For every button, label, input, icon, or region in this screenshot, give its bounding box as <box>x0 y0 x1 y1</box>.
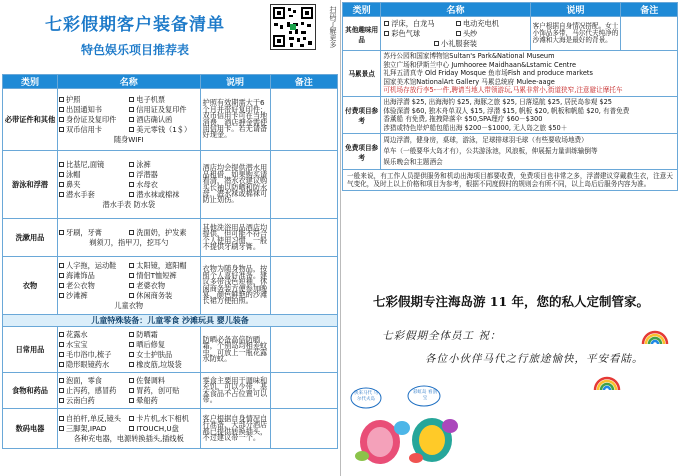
checkbox-icon <box>59 426 64 431</box>
table-row <box>343 170 678 191</box>
paid-item: 香薰船 有免费, 拖拽降落伞 $50,SPA理疗 $60－$300 <box>383 115 543 124</box>
table-row <box>3 219 338 257</box>
checkbox-icon <box>59 117 64 122</box>
list-item[interactable]: 各种充电器，电源转换插头,插线板 <box>73 434 184 443</box>
list-item[interactable]: 双币信用卡 <box>59 125 128 134</box>
checkbox-icon <box>59 162 64 167</box>
speech-bubble-left: 快来马代 马尔代夫岛 <box>354 391 378 402</box>
category-cell: 免费项目参考 <box>343 134 381 170</box>
list-item[interactable]: 酒店确认函 <box>129 115 198 124</box>
list-item[interactable]: 隐形眼镜药水 <box>59 360 128 369</box>
list-item[interactable]: 电子机票 <box>129 95 198 104</box>
category-cell: 衣物 <box>3 257 58 315</box>
category-cell: 马累景点 <box>343 51 381 97</box>
free-item: 单车（一般要华大岛才有），公共游泳池，风浪板，伸展振力量训练输倒等 <box>383 147 598 156</box>
qr-code-icon <box>270 4 316 50</box>
list-item[interactable]: 情侣T恤短裤 <box>129 271 198 280</box>
list-item[interactable]: 剃须刀，指甲刀，挖耳勺 <box>89 238 169 247</box>
list-item[interactable]: 沙滩裤 <box>59 291 128 300</box>
checkbox-icon <box>59 263 64 268</box>
greeting-line-2: 各位小伙伴马代之行旅途愉快，平安看陆。 <box>425 353 644 365</box>
checkbox-icon <box>59 293 64 298</box>
header <box>4 6 266 72</box>
checkbox-icon <box>129 293 134 298</box>
list-item[interactable]: 彩色气球 <box>384 29 455 38</box>
checkbox-icon <box>384 31 389 36</box>
checkbox-icon <box>129 107 134 112</box>
checkbox-icon <box>129 398 134 403</box>
list-item[interactable]: 浮潜器 <box>129 170 198 179</box>
col-category: 类别 <box>3 75 58 89</box>
list-item[interactable]: 小礼服套装 <box>384 39 526 48</box>
list-item[interactable]: ITOUCH,U盘 <box>129 424 198 433</box>
col-name: 名称 <box>58 75 201 89</box>
checkbox-icon <box>129 273 134 278</box>
list-item[interactable]: 泳裤 <box>129 160 198 169</box>
table-row <box>343 17 678 51</box>
list-item[interactable]: 潜水手套 <box>59 190 128 199</box>
checkbox-icon <box>59 362 64 367</box>
description-cell: 防晒必备高倍防晒霜，个别岛均相差蚊虫，可放上一瓶花露水防蚊。 <box>200 327 270 373</box>
category-cell: 食物和药品 <box>3 373 58 409</box>
note-cell <box>270 89 338 151</box>
list-item[interactable]: 头纱 <box>456 29 527 38</box>
table-row <box>3 89 338 151</box>
checkbox-icon <box>59 332 64 337</box>
list-item[interactable]: 电动充电机 <box>456 19 527 28</box>
checkbox-icon <box>59 107 64 112</box>
category-cell: 必带证件和其他 <box>3 89 58 151</box>
footnote-paragraph: 一般来说，有工作人员提供服务和机动出海项目都要收费，免费项目也非常之多，浮潜建议穿戴救生衣，注意天气变化，及时上以上价格和项目为参考，根据不同度假村的规则会有所不同，以上岛后后服务内容为准。 <box>343 170 678 191</box>
checkbox-icon <box>59 352 64 357</box>
list-item[interactable]: 晕船药 <box>129 396 198 405</box>
checkbox-icon <box>129 263 134 268</box>
col-description: 说明 <box>530 3 621 17</box>
attraction-item: 国家美术馆NationalArt Gallery 马累总统府 Mulee-aage <box>383 77 555 86</box>
checkbox-icon <box>129 172 134 177</box>
category-cell: 日常用品 <box>3 327 58 373</box>
checkbox-icon <box>129 416 134 421</box>
turtle-mascots <box>350 384 470 472</box>
list-item[interactable]: 洗面奶，护发素 <box>129 228 198 237</box>
checkbox-icon <box>59 273 64 278</box>
list-item[interactable]: 身份证及复印件 <box>59 115 128 124</box>
left-checklist-table <box>2 74 338 449</box>
description-cell: 衣物为随身物品，按照个人喜好准备。建议多带浅色短袖，休闲商务装方便参加晚宴，颜色鲜艳的沙滩长裙方便拍照。 <box>200 257 270 315</box>
checkbox-icon <box>59 97 64 102</box>
checkbox-icon <box>59 230 64 235</box>
checkbox-icon <box>59 398 64 403</box>
paid-item: 体验深潜 $60, 独木舟单双人 $15, 浮潜 $15, 帆板 $20, 帆板和帆船 $20, 有普免费 <box>383 106 630 115</box>
note-cell <box>270 257 338 315</box>
table-row <box>343 134 678 170</box>
note-cell <box>270 409 338 449</box>
list-item[interactable]: 花露水 <box>59 330 128 339</box>
list-item[interactable]: 浮床，白龙马 <box>384 19 455 28</box>
category-cell: 游泳和浮潜 <box>3 151 58 219</box>
list-item[interactable]: 毛巾浴巾,梳子 <box>59 350 128 359</box>
table-row <box>3 151 338 219</box>
list-item[interactable]: 水母衣 <box>129 180 198 189</box>
note-cell <box>270 373 338 409</box>
checkbox-icon <box>129 117 134 122</box>
list-item[interactable]: 牙刷，牙膏 <box>59 228 128 237</box>
list-item[interactable]: 佐餐调料 <box>129 376 198 385</box>
list-item[interactable]: 女士护肤品 <box>129 350 198 359</box>
list-item[interactable]: 人字拖，运动鞋 <box>59 261 128 270</box>
list-item[interactable]: 泡面，零食 <box>59 376 128 385</box>
list-item[interactable]: 水宝宝 <box>59 340 128 349</box>
list-item[interactable]: 护照 <box>59 95 128 104</box>
list-item[interactable]: 防晒霜 <box>129 330 198 339</box>
category-cell: 数码电器 <box>3 409 58 449</box>
checkbox-icon <box>129 97 134 102</box>
table-row <box>3 373 338 409</box>
kids-equipment-row <box>3 315 338 327</box>
list-item[interactable]: 儿童衣物 <box>114 301 144 310</box>
list-item[interactable]: 出国通知书 <box>59 105 128 114</box>
note-cell <box>270 151 338 219</box>
col-description: 说明 <box>200 75 270 89</box>
list-item[interactable]: 休闲商务装 <box>129 291 198 300</box>
checkbox-icon <box>129 283 134 288</box>
checkbox-icon <box>456 21 461 26</box>
table-row <box>3 257 338 315</box>
checkbox-icon <box>59 283 64 288</box>
page-title: 七彩假期客户装备清单 <box>45 15 225 35</box>
checkbox-icon <box>129 332 134 337</box>
description-cell: 客户根据自身情况自行准备，大部分酒店都已提供转换插头，不过建议带一个。 <box>200 409 270 449</box>
paid-item: 涉猎或特色岸炉船包船出海 $200－$1000, 无人岛之旅 $50＋ <box>383 123 568 132</box>
left-table-header <box>3 75 338 89</box>
qr-caption: 扫码了解更多 <box>329 6 337 48</box>
list-item[interactable]: 鼻夹 <box>59 180 128 189</box>
checkbox-icon <box>129 378 134 383</box>
checkbox-icon <box>59 192 64 197</box>
page-subtitle: 特色娱乐项目推荐表 <box>80 43 189 57</box>
list-item[interactable]: 三脚架,IPAD <box>59 424 128 433</box>
list-item[interactable]: 橡皮筋,垃圾袋 <box>129 360 198 369</box>
checkbox-icon <box>129 352 134 357</box>
company-slogan: 七彩假期专注海岛游 11 年，您的私人定制管家。 <box>372 294 650 309</box>
list-item[interactable]: 比基尼,面镜 <box>59 160 128 169</box>
checkbox-icon <box>129 388 134 393</box>
note-cell <box>270 327 338 373</box>
list-item[interactable]: 晒后修复 <box>129 340 198 349</box>
checkbox-icon <box>59 378 64 383</box>
right-activities-table <box>342 2 678 191</box>
checkbox-icon <box>59 127 64 132</box>
col-name: 名称 <box>381 3 530 17</box>
checkbox-icon <box>129 342 134 347</box>
list-item[interactable]: 云南白药 <box>59 396 128 405</box>
description-cell: 零食主要用于调味和充饥，可以少带，基本食品不占位置可以带。 <box>200 373 270 409</box>
list-item[interactable]: 潜水袜或棉袜 <box>129 190 198 199</box>
checkbox-icon <box>456 31 461 36</box>
note-cell <box>270 219 338 257</box>
kids-equipment-label: 儿童特殊装备：儿童零食 沙滩玩具 婴儿装备 <box>3 315 338 327</box>
attraction-tip: 可机场存放行李5-一件,聘请当地人带领游玩,马累非常小,街道狭窄,注意避让摩托车 <box>383 86 623 95</box>
description-cell: 客户根据自身情况搭配。女士小饰品多带，马尔代夫纯净的沙滩和大海是最好的背景。 <box>530 17 621 51</box>
speech-bubble-right: 彩虹岛 看剖宝 <box>413 390 437 401</box>
checkbox-icon <box>129 426 134 431</box>
list-item[interactable]: 潜水手表 防水袋 <box>102 200 156 209</box>
category-cell: 其他趣味用品 <box>343 17 381 51</box>
list-item[interactable]: 老婆衣物 <box>129 281 198 290</box>
greeting-line-1: 七彩假期全体员工 祝： <box>382 330 502 342</box>
right-table-header <box>343 3 678 17</box>
attraction-item: 独立广场和伊斯兰中心 Jumhooree Maidhaan&Lstamic Centre <box>383 60 577 69</box>
checkbox-icon <box>129 362 134 367</box>
list-item[interactable]: 信用证及复印件 <box>129 105 198 114</box>
table-row <box>3 327 338 373</box>
attraction-item: 苏丹公园和国家博物馆Sultan's Park&National Museum <box>383 52 555 60</box>
checkbox-icon <box>434 41 439 46</box>
description-cell: 其他洗浴用品酒店均提供，但可能不符合个人使用习惯，一般不提供牙刷牙膏。 <box>200 219 270 257</box>
col-note: 备注 <box>270 75 338 89</box>
checkbox-icon <box>59 416 64 421</box>
list-item[interactable]: 随身WIFI <box>113 135 144 144</box>
attraction-item: 礼拜五清真寺 Old Friday Mosque 鱼市场Fish and produce markets <box>383 69 593 78</box>
checkbox-icon <box>129 192 134 197</box>
list-item[interactable]: 太阳镜，遮阳帽 <box>129 261 198 270</box>
note-cell <box>621 17 678 51</box>
col-note: 备注 <box>621 3 678 17</box>
list-item[interactable]: 美元零钱（1＄） <box>129 125 198 134</box>
rainbow-icon <box>640 328 670 344</box>
description-cell: 护照有效期需大于6个月并带好复印件；双币信用卡可在当地消费，酒店押金需使用信用卡。若无请备好现金。 <box>200 89 270 151</box>
list-item[interactable]: 泳帽 <box>59 170 128 179</box>
paid-item: 出海浮潜 $25, 出海海钓 $25, 海豚之旅 $25, 日落巡航 $25, 居民岛参观 $25 <box>383 97 612 106</box>
category-cell: 洗漱用品 <box>3 219 58 257</box>
checkbox-icon <box>129 162 134 167</box>
table-row <box>3 409 338 449</box>
free-item: 周边浮潜，健身房，桌球，游泳，足球排球羽毛球（有些要收场地费） <box>383 136 588 145</box>
table-row <box>343 96 678 133</box>
list-item[interactable]: 卡片机,水下相机 <box>129 414 198 423</box>
col-category: 类别 <box>343 3 381 17</box>
description-cell: 酒店均会提供潜水用品租借，如果购买请看清，潜水衣建议购买长袖以防晒和防水母，潜水袜或棉袜可防止划伤。 <box>200 151 270 219</box>
list-item[interactable]: 胃药，创可贴 <box>129 386 198 395</box>
table-row <box>343 51 678 97</box>
checkbox-icon <box>59 172 64 177</box>
checkbox-icon <box>129 182 134 187</box>
checkbox-icon <box>129 230 134 235</box>
checkbox-icon <box>129 127 134 132</box>
rainbow-icon <box>592 374 622 390</box>
category-cell: 付费项目参考 <box>343 96 381 133</box>
checkbox-icon <box>59 388 64 393</box>
checkbox-icon <box>59 182 64 187</box>
list-item[interactable]: 止泻药，感冒药 <box>59 386 128 395</box>
free-item: 娱乐晚会和主题酒会 <box>383 158 443 167</box>
checkbox-icon <box>384 21 389 26</box>
list-item[interactable]: 海滩饰品 <box>59 271 128 280</box>
list-item[interactable]: 老公衣物 <box>59 281 128 290</box>
list-item[interactable]: 自拍杆,单反,镜头 <box>59 414 128 423</box>
checkbox-icon <box>59 342 64 347</box>
